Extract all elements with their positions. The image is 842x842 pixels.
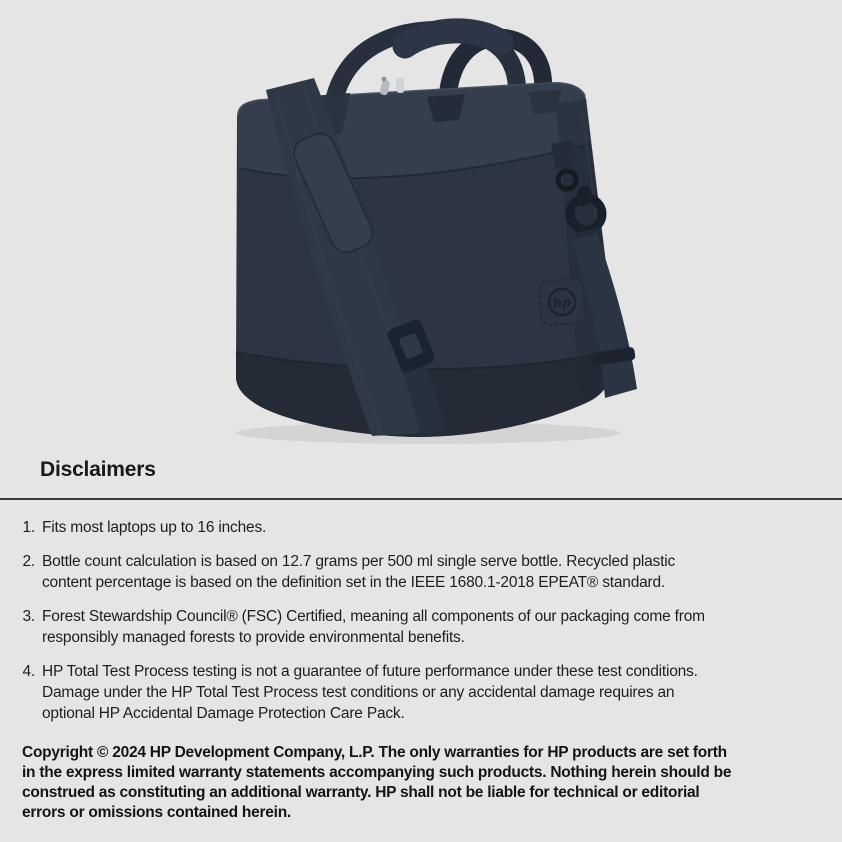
disclaimers-title: Disclaimers <box>40 458 156 481</box>
disclaimer-number: 3. <box>22 608 35 625</box>
disclaimer-item <box>22 606 727 648</box>
disclaimer-list <box>22 517 727 737</box>
disclaimer-item <box>22 517 727 538</box>
disclaimer-number: 2. <box>22 553 35 570</box>
disclaimer-number: 1. <box>22 519 35 536</box>
disclaimer-item <box>22 661 727 724</box>
disclaimer-number: 4. <box>22 663 35 680</box>
hp-logo-text: hp <box>552 295 572 312</box>
disclaimer-text: Fits most laptops up to 16 inches. <box>42 519 267 536</box>
disclaimer-item <box>22 551 727 593</box>
disclaimer-text: Bottle count calculation is based on 12.7 grams per 500 ml single serve bottle. Recycled plastic content percentage is based on the definition set in the IEEE 1680.1-2018 EPEAT® standard. <box>42 553 676 591</box>
disclaimer-text: HP Total Test Process testing is not a guarantee of future performance under these test conditions. Damage under the HP Total Test Process test conditions or any accidental damage requires an optional HP Accidental Damage Protection Care Pack. <box>42 663 698 722</box>
copyright-text: Copyright © 2024 HP Development Company, L.P. The only warranties for HP products are set forth in the express limited warranty statements accompanying such products. Nothing herein should be construed as constituting an additional warranty. HP shall not be liable for technical or editorial errors or omissions contained herein. <box>22 744 732 821</box>
section-divider <box>0 498 842 500</box>
hp-logo <box>539 279 586 326</box>
disclaimer-text: Forest Stewardship Council® (FSC) Certified, meaning all components of our packaging come from responsibly managed forests to provide environmental benefits. <box>42 608 705 646</box>
